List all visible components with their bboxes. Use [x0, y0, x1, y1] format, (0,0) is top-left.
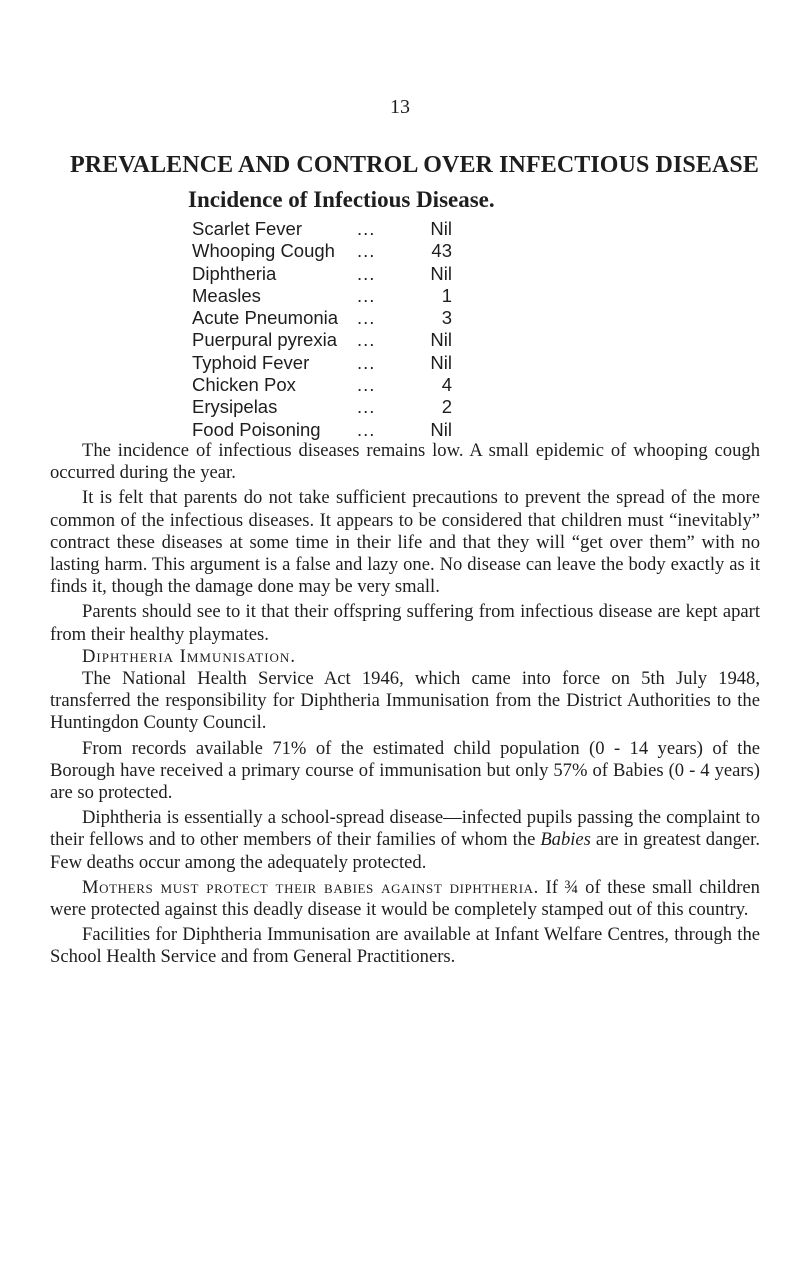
paragraph-mothers — [50, 877, 760, 921]
table-row — [192, 419, 452, 441]
disease-count: 1 — [441, 284, 452, 306]
disease-count: Nil — [430, 351, 452, 373]
disease-count: Nil — [430, 329, 452, 351]
disease-name: Chicken Pox — [192, 374, 296, 396]
leader-dots: ... — [357, 418, 376, 440]
sub-heading: Incidence of Infectious Disease. — [188, 187, 495, 212]
table-row — [192, 352, 452, 374]
disease-name: Typhoid Fever — [192, 351, 310, 373]
disease-count: 3 — [441, 307, 452, 329]
disease-count: 43 — [431, 240, 452, 262]
table-row — [192, 307, 452, 329]
disease-name: Acute Pneumonia — [192, 307, 339, 329]
table-row — [192, 263, 452, 285]
disease-name: Erysipelas — [192, 396, 278, 418]
section-title: Diphtheria Immunisation. — [82, 645, 296, 667]
disease-name: Whooping Cough — [192, 240, 335, 262]
page-number: 13 — [390, 96, 410, 118]
disease-name: Measles — [192, 284, 261, 306]
table-row — [192, 396, 452, 418]
disease-count: Nil — [430, 418, 452, 440]
body-text — [50, 440, 760, 969]
table-row — [192, 285, 452, 307]
paragraph-incidence: The incidence of infectious diseases remains low. A small epidemic of whooping cough occurred during the year. — [50, 440, 760, 484]
disease-count: 2 — [441, 396, 452, 418]
paragraph-facilities: Facilities for Diphtheria Immunisation are available at Infant Welfare Centres, through the School Health Service and from General Practitioners. — [50, 924, 760, 968]
paragraph-precautions: It is felt that parents do not take sufficient precautions to prevent the spread of the more common of the infectious diseases. It appears to be considered that children must “inevitably” contract these diseases at some time in their life and that they will “get over them” with no lasting harm. This argument is a false and lazy one. No disease can leave the body exactly as it finds it, though the damage done may be very small. — [50, 487, 760, 598]
mothers-rest: If ¾ of these small children were protected against this deadly disease it would be completely stamped out of this country. — [50, 876, 760, 921]
paragraph-records: From records available 71% of the estimated child population (0 - 14 years) of the Borough have received a primary course of immunisation but only 57% of Babies (0 - 4 years) are so protected. — [50, 737, 760, 804]
leader-dots: ... — [357, 374, 376, 396]
paragraph-isolation: Parents should see to it that their offspring suffering from infectious disease are kept apart from their healthy playmates. — [50, 601, 760, 645]
table-row — [192, 218, 452, 240]
mothers-caps: Mothers must protect their babies against diphtheria. — [82, 876, 539, 898]
disease-name: Scarlet Fever — [192, 218, 303, 239]
disease-name: Food Poisoning — [192, 418, 321, 440]
incidence-table — [192, 218, 452, 441]
leader-dots: ... — [357, 284, 376, 306]
disease-count: Nil — [430, 218, 452, 239]
school-spread-text-a: Diphtheria is essentially a school-spread disease—infected pupils passing the complaint to their fellows and to other members of their families of whom the — [50, 807, 760, 851]
main-heading: PREVALENCE AND CONTROL OVER INFECTIOUS DISEASE — [70, 152, 759, 178]
disease-count: 4 — [441, 374, 452, 396]
leader-dots: ... — [357, 329, 376, 351]
disease-count: Nil — [430, 262, 452, 284]
leader-dots: ... — [357, 240, 376, 262]
table-row — [192, 329, 452, 351]
table-row — [192, 374, 452, 396]
leader-dots: ... — [357, 396, 376, 418]
disease-name: Puerpural pyrexia — [192, 329, 337, 351]
leader-dots: ... — [357, 262, 376, 284]
babies-emphasis: Babies — [540, 829, 591, 851]
leader-dots: ... — [357, 351, 376, 373]
leader-dots: ... — [357, 218, 376, 239]
leader-dots: ... — [357, 307, 376, 329]
disease-name: Diphtheria — [192, 262, 277, 284]
paragraph-school-spread — [50, 807, 760, 874]
table-row — [192, 240, 452, 262]
school-spread-text-b: are in greatest danger. Few deaths occur among the adequately protected. — [50, 829, 760, 873]
paragraph-act: The National Health Service Act 1946, which came into force on 5th July 1948, transferred the responsibility for Diphtheria Immunisation from the District Authorities to the Huntingdon County Council. — [50, 668, 760, 734]
